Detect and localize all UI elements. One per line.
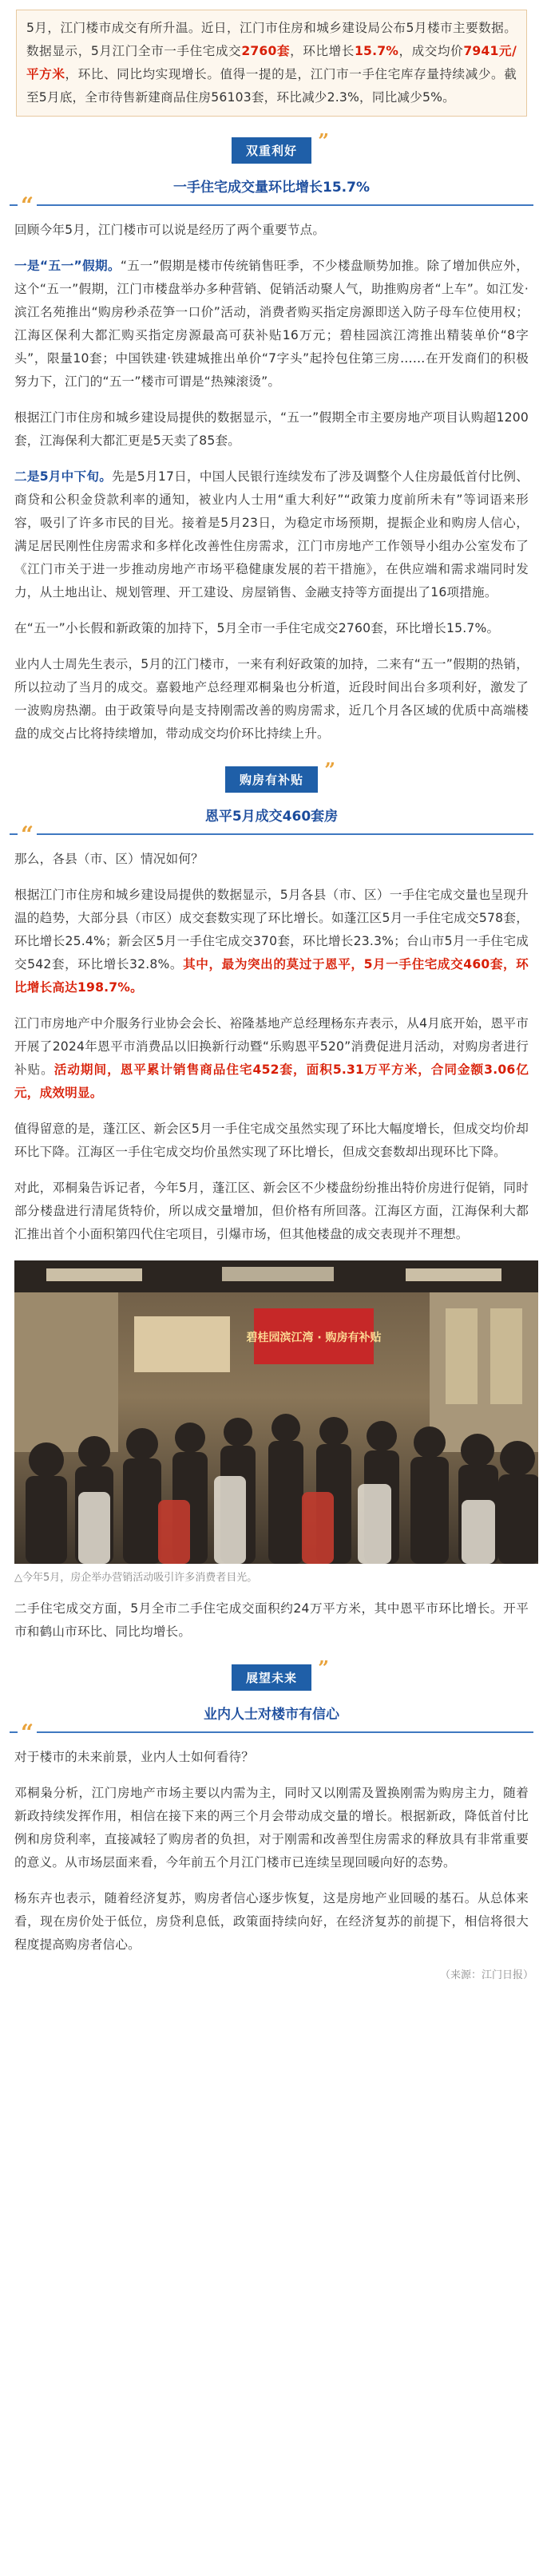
intro-paragraph: 5月，江门楼市成交有所升温。近日，江门市住房和城乡建设局公布5月楼市主要数据。数据显示，5月江门全市一手住宅成交2760套，环比增长15.7%，成交均价7941元/平方米，环比、同比均实现增长。值得一提的是，江门市一手住宅库存量持续减少。截至5月底，全市待售新建商品住房56103套，环比减少2.3%，同比减少5%。 bbox=[26, 21, 517, 105]
paragraph: 根据江门市住房和城乡建设局提供的数据显示，“五一”假期全市主要房地产项目认购超1200套，江海保利大都汇更是5天卖了85套。 bbox=[14, 410, 529, 448]
photo-caption: △今年5月，房企举办营销活动吸引许多消费者目光。 bbox=[14, 1572, 258, 1584]
section-1-divider bbox=[10, 192, 533, 219]
section-3-tag: 展望未来 bbox=[232, 1664, 311, 1691]
quote-icon: ” bbox=[318, 129, 329, 152]
section-1-content bbox=[10, 219, 533, 746]
quote-icon: ” bbox=[324, 758, 335, 782]
paragraph: 杨东卉也表示，随着经济复苏，购房者信心逐步恢复，这是房地产业回暖的基石。从总体来看，现在房价处于低位，房贷利息低，政策面持续向好，在经济复苏的前提下，相信将很大程度提高购房者信心。 bbox=[14, 1891, 529, 1952]
section-2-divider bbox=[10, 821, 533, 848]
section-1-tag: 双重利好 bbox=[232, 137, 311, 164]
section-1-header bbox=[10, 129, 533, 168]
section-3-content bbox=[10, 1746, 533, 1957]
section-3-header bbox=[10, 1656, 533, 1695]
section-2-tag: 购房有补贴 bbox=[225, 766, 318, 793]
paragraph: 那么，各县（市、区）情况如何？ bbox=[14, 852, 204, 866]
photo-banner: 碧桂园滨江湾 · 购房有补贴 bbox=[246, 1332, 382, 1344]
paragraph-lead: 二是5月中下旬。 bbox=[14, 469, 113, 484]
paragraph: 江门市房地产中介服务行业协会会长、裕隆基地产总经理杨东卉表示，从4月底开始，恩平市开展了2024年恩平市消费品以旧换新行动暨“乐购恩平520”消费促进月活动，对购房者进行补贴。活动期间，恩平累计销售商品住宅452套，面积5.31万平方米，合同金额3.06亿元，成效明显。 bbox=[14, 1016, 529, 1100]
paragraph: 值得留意的是，蓬江区、新会区5月一手住宅成交虽然实现了环比大幅度增长，但成交均价却环比下降。江海区一手住宅成交均价虽然实现了环比增长，但成交套数却出现环比下降。 bbox=[14, 1122, 529, 1159]
paragraph: 一是“五一”假期。“五一”假期是楼市传统销售旺季，不少楼盘顺势加推。除了增加供应外，这个“五一”假期，江门市楼盘举办多种营销、促销活动聚人气，助推购房者“上车”。如江发·滨江名苑推出“购房秒杀莅笋一口价”活动，消费者购买指定房源即送入防子母车位使用权；江海区保利大都汇购买指定房源最高可获补贴16万元；碧桂园滨江湾推出精装单价“8字头”，限量10套；中国铁建·铁建城推出单价“7字头”起拎包住第三房……在开发商们的积极努力下，江门的“五一”楼市可谓是“热辣滚烫”。 bbox=[14, 259, 529, 389]
article bbox=[0, 10, 543, 1981]
section-2-header bbox=[10, 758, 533, 797]
section-3-divider bbox=[10, 1719, 533, 1746]
article-source: （来源：江门日报） bbox=[439, 1969, 533, 1981]
paragraph: 回顾今年5月，江门楼市可以说是经历了两个重要节点。 bbox=[14, 223, 326, 237]
section-2-content bbox=[10, 848, 533, 1644]
paragraph-lead: 一是“五一”假期。 bbox=[14, 259, 121, 273]
intro-box bbox=[16, 10, 527, 117]
paragraph: 二手住宅成交方面，5月全市二手住宅成交面积约24万平方米，其中恩平市环比增长。开平市和鹤山市环比、同比均增长。 bbox=[14, 1601, 529, 1639]
paragraph-highlight: 其中，最为突出的莫过于恩平，5月一手住宅成交460套，环比增长高达198.7%。 bbox=[14, 957, 529, 995]
intro-highlight-growth: 15.7% bbox=[354, 44, 399, 58]
paragraph: 对于楼市的未来前景，业内人士如何看待？ bbox=[14, 1750, 255, 1764]
open-quote-icon: “ bbox=[18, 824, 37, 846]
section-1-subtitle: 一手住宅成交量环比增长15.7% bbox=[173, 180, 370, 196]
paragraph: 在“五一”小长假和新政策的加持下，5月全市一手住宅成交2760套，环比增长15.7%。 bbox=[14, 621, 500, 635]
paragraph-highlight: 活动期间，恩平累计销售商品住宅452套，面积5.31万平方米，合同金额3.06亿元，成效明显。 bbox=[14, 1062, 529, 1100]
paragraph: 二是5月中下旬。先是5月17日，中国人民银行连续发布了涉及调整个人住房最低首付比例、商贷和公积金贷款利率的通知，被业内人士用“重大利好”“政策力度前所未有”等词语来形容，吸引了许多市民的目光。接着是5月23日，为稳定市场预期，提振企业和购房人信心，满足居民刚性住房需求和多样化改善性住房需求，江门市房地产工作领导小组办公室发布了《江门市关于进一步推动房地产市场平稳健康发展的若干措施》，在供应端和需求端同时发力，从土地出让、规划管理、开工建设、房屋销售、金融支持等方面提出了16项措施。 bbox=[14, 469, 529, 599]
intro-highlight-units: 2760套 bbox=[241, 44, 291, 58]
paragraph: 邓桐枭分析，江门房地产市场主要以内需为主，同时又以刚需及置换刚需为购房主力，随着新政持续发挥作用，相信在接下来的两三个月会带动成交量的增长。根据新政，降低首付比例和房贷利率，直接减轻了购房者的负担，对于刚需和改善型住房需求的释放具有非常重要的意义。从市场层面来看，今年前五个月江门楼市已连续呈现回暖向好的态势。 bbox=[14, 1786, 529, 1870]
open-quote-icon: “ bbox=[18, 1722, 37, 1744]
section-3-subtitle: 业内人士对楼市有信心 bbox=[204, 1707, 339, 1723]
quote-icon: ” bbox=[318, 1656, 329, 1680]
intro-highlight-price: 7941元/平方米 bbox=[26, 44, 517, 81]
paragraph: 对此，邓桐枭告诉记者，今年5月，蓬江区、新会区不少楼盘纷纷推出特价房进行促销，同时部分楼盘进行清尾货特价，所以成交量增加，但价格有所回落。江海区方面，江海保利大都汇推出首个小面积第四代住宅项目，引爆市场，但其他楼盘的成交表现并不理想。 bbox=[14, 1181, 529, 1241]
open-quote-icon: “ bbox=[18, 195, 37, 217]
crowd-photo-illustration bbox=[14, 1260, 538, 1564]
section-2-subtitle: 恩平5月成交460套房 bbox=[204, 809, 339, 825]
paragraph: 根据江门市住房和城乡建设局提供的数据显示，5月各县（市、区）一手住宅成交量也呈现升温的趋势，大部分县（市区）成交套数实现了环比增长。如蓬江区5月一手住宅成交578套，环比增长25.4%；新会区5月一手住宅成交370套，环比增长23.3%；台山市5月一手住宅成交542套，环比增长32.8%。其中，最为突出的莫过于恩平，5月一手住宅成交460套，环比增长高达198.7%。 bbox=[14, 888, 529, 995]
paragraph: 业内人士周先生表示，5月的江门楼市，一来有利好政策的加持，二来有“五一”假期的热销，所以拉动了当月的成交。嘉毅地产总经理邓桐枭也分析道，近段时间出台多项利好，激发了一波购房热潮。由于政策导向是支持刚需改善的购房需求，近几个月各区域的优质中高端楼盘的成交占比将持续增加，带动成交均价环比持续上升。 bbox=[14, 657, 529, 741]
sales-event-photo bbox=[14, 1260, 538, 1564]
